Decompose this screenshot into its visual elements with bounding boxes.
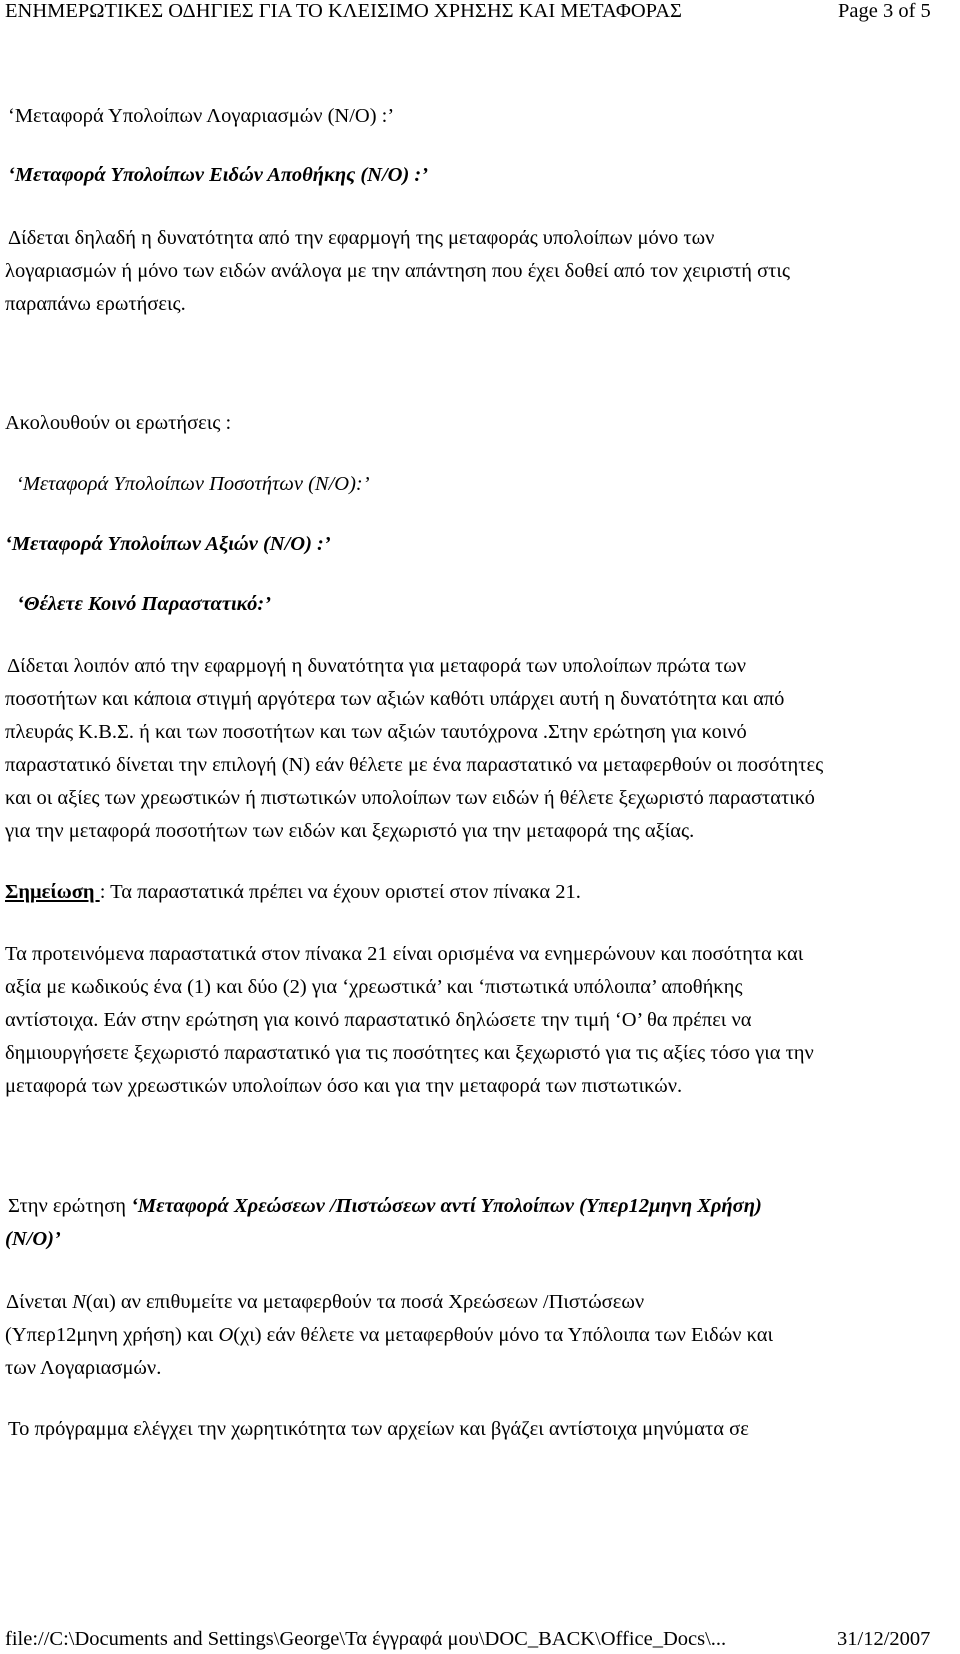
page-header: [0, 0, 960, 30]
paragraph-line: αντίστοιχα. Εάν στην ερώτηση για κοινό παραστατικό δηλώσετε την τιμή ‘Ο’ θα πρέπει να: [5, 1009, 752, 1031]
text-run: Δίνεται: [6, 1291, 73, 1313]
paragraph-line: αξία με κωδικούς ένα (1) και δύο (2) για ‘χρεωστικά’ και ‘πιστωτικά υπόλοιπα’ αποθήκης: [5, 976, 743, 998]
file-path: file://C:\Documents and Settings\George\Τα έγγραφά μου\DOC_BACK\Office_Docs\...: [5, 1628, 727, 1650]
paragraph-line: των Λογαριασμών.: [5, 1357, 162, 1379]
question-warehouse-balances: ‘Μεταφορά Υπολοίπων Ειδών Αποθήκης (Ν/Ο) :’: [8, 164, 429, 186]
paragraph-line: λογαριασμών ή μόνο των ειδών ανάλογα με την απάντηση που έχει δοθεί από τον χειριστή στις: [5, 260, 791, 282]
paragraph-line: Δίδεται δηλαδή η δυνατότητα από την εφαρμογή της μεταφοράς υπολοίπων μόνο των: [8, 227, 715, 249]
paragraph-line: παραπάνω ερωτήσεις.: [5, 293, 186, 315]
question-account-balances: ‘Μεταφορά Υπολοίπων Λογαριασμών (Ν/Ο) :’: [8, 105, 395, 127]
paragraph-line: και οι αξίες των χρεωστικών ή πιστωτικών υπολοίπων των ειδών ή θέλετε ξεχωριστό παραστατικό: [5, 787, 815, 809]
paragraph-line: [6, 1290, 644, 1314]
question-debit-credit-yn: (Ν/Ο)’: [5, 1228, 61, 1250]
question-value-balances: ‘Μεταφορά Υπολοίπων Αξιών (Ν/Ο) :’: [5, 533, 331, 555]
page-number: Page 3 of 5: [838, 0, 931, 22]
answer-no: Ο: [218, 1324, 234, 1346]
paragraph-line: Το πρόγραμμα ελέγχει την χωρητικότητα των αρχείων και βγάζει αντίστοιχα μηνύματα σε: [8, 1418, 749, 1440]
question-quantity-balances: ‘Μεταφορά Υπολοίπων Ποσοτήτων (Ν/Ο):’: [16, 473, 370, 495]
paragraph-line: δημιουργήσετε ξεχωριστό παραστατικό για τις ποσότητες και ξεχωριστό για τις αξίες τόσο για την: [5, 1042, 814, 1064]
question-prefix: Στην ερώτηση: [8, 1195, 132, 1217]
paragraph-line: [5, 1323, 773, 1347]
questions-intro: Ακολουθούν οι ερωτήσεις :: [5, 412, 232, 434]
paragraph-line: παραστατικό δίνεται την επιλογή (Ν) εάν θέλετε με ένα παραστατικό να μεταφερθούν οι ποσότητες: [5, 754, 824, 776]
paragraph-line: Δίδεται λοιπόν από την εφαρμογή η δυνατότητα για μεταφορά των υπολοίπων πρώτα των: [7, 655, 747, 677]
paragraph-line: πλευράς Κ.Β.Σ. ή και των ποσοτήτων και των αξιών ταυτόχρονα .Στην ερώτηση για κοινό: [5, 721, 747, 743]
note-label: Σημείωση: [5, 881, 100, 903]
paragraph-line: ποσοτήτων και κάποια στιγμή αργότερα των αξιών καθότι υπάρχει αυτή η δυνατότητα και από: [5, 688, 785, 710]
answer-yes: Ν: [72, 1291, 86, 1313]
paragraph-line: Τα προτεινόμενα παραστατικά στον πίνακα 21 είναι ορισμένα να ενημερώνουν και ποσότητα και: [5, 943, 804, 965]
page-footer: [0, 1628, 960, 1654]
text-run: (χι) εάν θέλετε να μεταφερθούν μόνο τα Υπόλοιπα των Ειδών και: [233, 1324, 774, 1346]
question-intro: [8, 1194, 762, 1218]
note: [5, 880, 581, 904]
paragraph-line: για την μεταφορά ποσοτήτων των ειδών και ξεχωριστό για την μεταφορά της αξίας.: [5, 820, 695, 842]
paragraph-line: μεταφορά των χρεωστικών υπολοίπων όσο και για την μεταφορά των πιστωτικών.: [5, 1075, 683, 1097]
note-text: : Τα παραστατικά πρέπει να έχουν οριστεί στον πίνακα 21.: [99, 881, 581, 903]
question-debit-credit: ‘Μεταφορά Χρεώσεων /Πιστώσεων αντί Υπολοίπων (Υπερ12μηνη Χρήση): [131, 1195, 762, 1217]
text-run: (Υπερ12μηνη χρήση) και: [5, 1324, 219, 1346]
question-common-document: ‘Θέλετε Κοινό Παραστατικό:’: [17, 593, 272, 615]
text-run: (αι) αν επιθυμείτε να μεταφερθούν τα ποσά Χρεώσεων /Πιστώσεων: [85, 1291, 645, 1313]
print-date: 31/12/2007: [837, 1628, 931, 1650]
document-title: ΕΝΗΜΕΡΩΤΙΚΕΣ ΟΔΗΓΙΕΣ ΓΙΑ ΤΟ ΚΛΕΙΣΙΜΟ ΧΡΗΣΗΣ ΚΑΙ ΜΕΤΑΦΟΡΑΣ: [5, 0, 682, 22]
